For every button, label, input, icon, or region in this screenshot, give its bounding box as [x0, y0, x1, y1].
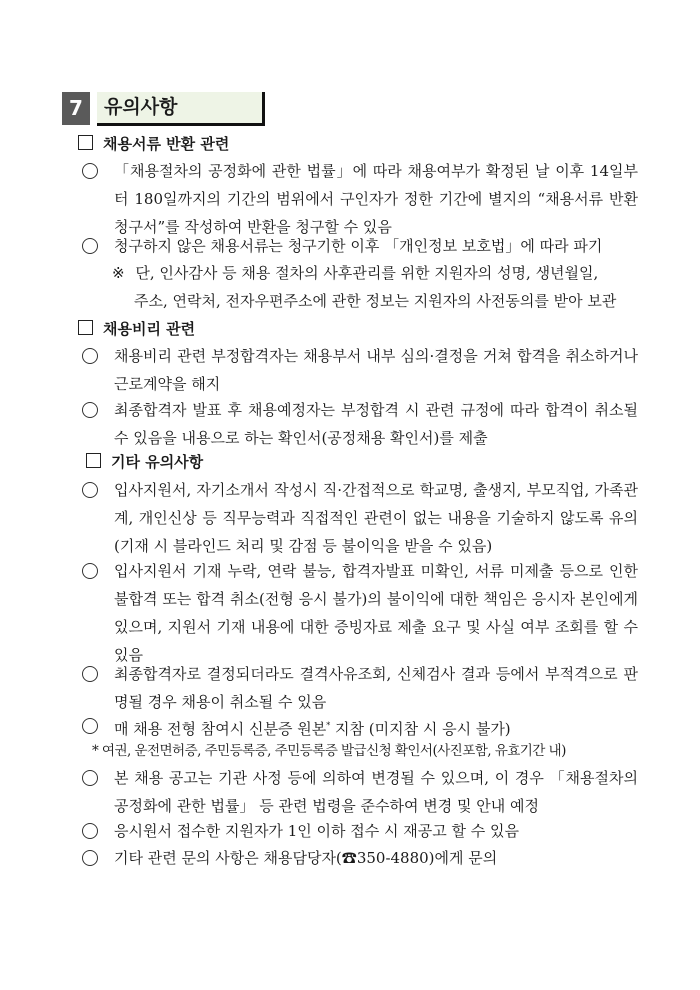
subsection-title: 기타 유의사항 [111, 453, 204, 471]
list-item [82, 396, 638, 452]
note [112, 259, 598, 287]
item-text: 청구하지 않은 채용서류는 청구기한 이후 「개인정보 보호법」에 따라 파기 [114, 237, 603, 255]
subsection-title: 채용비리 관련 [103, 320, 196, 338]
list-item [82, 557, 638, 669]
square-bullet-icon [78, 135, 93, 150]
reference-mark-icon: ※ [112, 264, 125, 282]
footnote-mark: * [326, 721, 331, 730]
item-text: 최종합격자 발표 후 채용예정자는 부정합격 시 관련 규정에 따라 합격이 취소될 수 있음을 내용으로 하는 확인서(공정채용 확인서)를 제출 [114, 401, 638, 447]
section-number: 7 [62, 92, 90, 125]
list-item [82, 342, 638, 398]
item-text-part: 매 채용 전형 참여시 신분증 원본 [114, 720, 327, 738]
subsection-heading [78, 133, 229, 155]
item-text: 「채용절차의 공정화에 관한 법률」에 따라 채용여부가 확정된 날 이후 14일부터 180일까지의 기간의 범위에서 구인자가 정한 기간에 별지의 “채용서류 반환청구서”를 작성하여 반환을 청구할 수 있음 [114, 162, 638, 236]
list-item [82, 712, 638, 743]
circle-bullet-icon [82, 718, 98, 734]
item-text-part: 기타 관련 문의 사항은 채용담당자( [114, 849, 342, 867]
circle-bullet-icon [82, 666, 98, 682]
circle-bullet-icon [82, 563, 98, 579]
note-text: 단, 인사감사 등 채용 절차의 사후관리를 위한 지원자의 성명, 생년월일, [135, 264, 599, 282]
circle-bullet-icon [82, 402, 98, 418]
item-text: 최종합격자로 결정되더라도 결격사유조회, 신체검사 결과 등에서 부적격으로 판명될 경우 채용이 취소될 수 있음 [114, 665, 638, 711]
square-bullet-icon [78, 320, 93, 335]
circle-bullet-icon [82, 163, 98, 179]
circle-bullet-icon [82, 770, 98, 786]
circle-bullet-icon [82, 348, 98, 364]
item-text [114, 712, 638, 743]
note-continued: 주소, 연락처, 전자우편주소에 관한 정보는 지원자의 사전동의를 받아 보관 [134, 292, 617, 310]
circle-bullet-icon [82, 823, 98, 839]
item-text: 본 채용 공고는 기관 사정 등에 의하여 변경될 수 있으며, 이 경우 「채용절차의 공정화에 관한 법률」 등 관련 법령을 준수하여 변경 및 안내 예정 [114, 769, 638, 815]
phone-icon: ☎ [341, 849, 357, 867]
subsection-heading [78, 318, 195, 340]
square-bullet-icon [86, 453, 101, 468]
subsection-title: 채용서류 반환 관련 [103, 135, 230, 153]
item-text: 채용비리 관련 부정합격자는 채용부서 내부 심의·결정을 거쳐 합격을 취소하거나 근로계약을 해지 [114, 347, 638, 393]
item-text-part: 350-4880)에게 문의 [356, 849, 498, 867]
list-item [82, 476, 638, 560]
circle-bullet-icon [82, 238, 98, 254]
list-item [82, 817, 638, 845]
item-text: 입사지원서, 자기소개서 작성시 직·간접적으로 학교명, 출생지, 부모직업, 가족관계, 개인신상 등 직무능력과 직접적인 관련이 없는 내용을 기술하지 않도록 유의(기재 시 블라인드 처리 및 감점 등 불이익을 받을 수 있음) [114, 481, 638, 555]
list-item [82, 660, 638, 716]
item-text: 응시원서 접수한 지원자가 1인 이하 접수 시 재공고 할 수 있음 [114, 822, 519, 840]
section-title: 유의사항 [97, 92, 265, 126]
subsection-heading [86, 451, 203, 473]
item-text: 입사지원서 기재 누락, 연락 불능, 합격자발표 미확인, 서류 미제출 등으로 인한 불합격 또는 합격 취소(전형 응시 불가)의 불이익에 대한 책임은 응시자 본인에게 있으며, 지원서 기재 내용에 대한 증빙자료 제출 요구 및 사실 여부 조회를 할 수 있음 [114, 562, 638, 664]
footnote: * 여권, 운전면허증, 주민등록증, 주민등록증 발급신청 확인서(사진포함, 유효기간 내) [92, 743, 566, 759]
list-item [82, 844, 638, 872]
item-text [114, 844, 638, 872]
circle-bullet-icon [82, 482, 98, 498]
list-item [82, 157, 638, 241]
list-item [82, 232, 638, 260]
item-text-part: 지참 (미지참 시 응시 불가) [330, 720, 511, 738]
circle-bullet-icon [82, 850, 98, 866]
list-item [82, 764, 638, 820]
